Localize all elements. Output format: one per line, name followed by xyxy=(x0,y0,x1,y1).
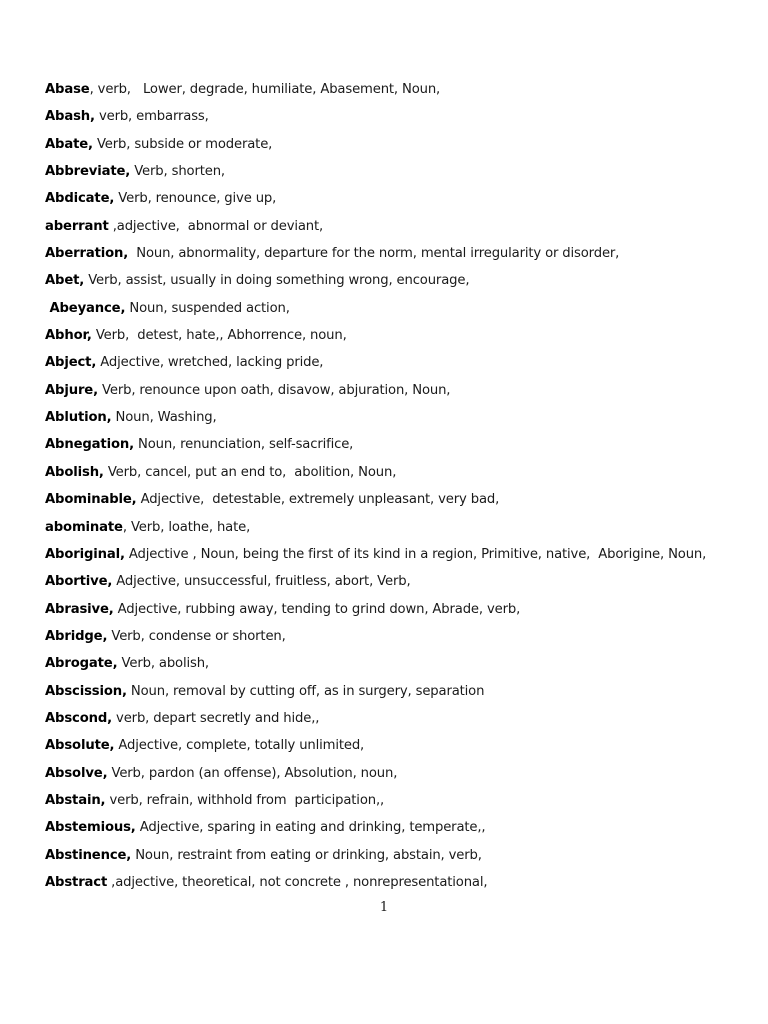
entry-term: Abscond, xyxy=(45,710,113,726)
vocabulary-entry xyxy=(45,463,745,490)
entry-term: Abolish, xyxy=(45,464,104,480)
vocabulary-entry xyxy=(45,435,745,462)
entry-definition: Adjective, sparing in eating and drinking, temperate,, xyxy=(135,820,486,836)
entry-definition: verb, refrain, withhold from participation,, xyxy=(105,792,385,808)
entry-definition: Noun, abnormality, departure for the norm, mental irregularity or disorder, xyxy=(128,246,620,262)
vocabulary-entry xyxy=(45,518,745,545)
vocabulary-entry xyxy=(45,873,745,900)
entry-term: Abbreviate, xyxy=(45,164,131,180)
entry-definition: Verb, subside or moderate, xyxy=(92,136,273,152)
entry-definition: Noun, removal by cutting off, as in surgery, separation xyxy=(126,683,485,699)
entry-definition: Verb, renounce, give up, xyxy=(114,191,277,207)
vocabulary-entry xyxy=(45,682,745,709)
entry-term: Absolve, xyxy=(45,765,108,781)
entry-term: Abate, xyxy=(45,136,93,152)
vocabulary-entry xyxy=(45,381,745,408)
vocabulary-entry xyxy=(45,572,745,599)
vocabulary-entry xyxy=(45,736,745,763)
page-number: 1 xyxy=(379,900,389,915)
entry-definition: Verb, pardon (an offense), Absolution, noun, xyxy=(107,765,398,781)
entry-definition: ,adjective, abnormal or deviant, xyxy=(108,218,324,234)
vocabulary-entry xyxy=(45,80,745,107)
vocabulary-entry xyxy=(45,627,745,654)
vocabulary-entry xyxy=(45,326,745,353)
entry-term: Abstract xyxy=(45,874,108,890)
entry-definition: Verb, assist, usually in doing something wrong, encourage, xyxy=(84,273,470,289)
vocabulary-entry xyxy=(45,709,745,736)
entry-definition: Noun, Washing, xyxy=(111,410,217,426)
entry-term: Absolute, xyxy=(45,738,115,754)
vocabulary-entry xyxy=(45,353,745,380)
vocabulary-entry xyxy=(45,600,745,627)
entry-term: Abstemious, xyxy=(45,820,136,836)
vocabulary-entry xyxy=(45,217,745,244)
vocabulary-entry xyxy=(45,818,745,845)
entry-term: Abstain, xyxy=(45,792,106,808)
entry-term: Abjure, xyxy=(45,382,98,398)
entry-term: Abominable, xyxy=(45,492,137,508)
entry-term: Abdicate, xyxy=(45,191,115,207)
entry-definition: Verb, shorten, xyxy=(130,164,225,180)
entry-term: Aberration, xyxy=(45,246,129,262)
entry-term: Abash, xyxy=(45,109,95,125)
vocabulary-list xyxy=(45,80,745,900)
vocabulary-entry xyxy=(45,244,745,271)
entry-term: Abhor, xyxy=(45,328,92,344)
entry-definition: ,adjective, theoretical, not concrete , nonrepresentational, xyxy=(107,874,488,890)
vocabulary-entry xyxy=(45,162,745,189)
entry-term: Abrasive, xyxy=(45,601,114,617)
entry-definition: Adjective, detestable, extremely unpleasant, very bad, xyxy=(136,492,500,508)
entry-term: Abortive, xyxy=(45,574,113,590)
entry-definition: , Verb, loathe, hate, xyxy=(122,519,251,535)
entry-term: Abridge, xyxy=(45,628,108,644)
vocabulary-entry xyxy=(45,654,745,681)
vocabulary-entry xyxy=(45,408,745,435)
entry-definition: verb, embarrass, xyxy=(94,109,209,125)
entry-term: Abject, xyxy=(45,355,97,371)
entry-definition: Verb, cancel, put an end to, abolition, Noun, xyxy=(103,464,397,480)
entry-term: abominate xyxy=(45,519,123,535)
entry-term: Abscission, xyxy=(45,683,127,699)
entry-definition: Adjective , Noun, being the first of its kind in a region, Primitive, native, Aborigine, Noun, xyxy=(124,546,707,562)
entry-term: Abase xyxy=(45,82,90,97)
vocabulary-entry xyxy=(45,846,745,873)
entry-term: aberrant xyxy=(45,218,109,234)
entry-definition: Verb, abolish, xyxy=(117,656,209,672)
vocabulary-entry xyxy=(45,135,745,162)
entry-definition: verb, depart secretly and hide,, xyxy=(112,710,320,726)
vocabulary-entry xyxy=(45,107,745,134)
vocabulary-entry xyxy=(45,490,745,517)
vocabulary-entry xyxy=(45,545,745,572)
entry-term: Abet, xyxy=(45,273,85,289)
vocabulary-entry xyxy=(45,189,745,216)
vocabulary-entry xyxy=(45,791,745,818)
vocabulary-entry xyxy=(45,299,745,326)
entry-term: Abeyance, xyxy=(45,300,126,316)
entry-definition: Adjective, wretched, lacking pride, xyxy=(96,355,324,371)
entry-definition: Verb, condense or shorten, xyxy=(107,628,286,644)
vocabulary-entry xyxy=(45,271,745,298)
entry-definition: Verb, detest, hate,, Abhorrence, noun, xyxy=(91,328,347,344)
entry-definition: Noun, restraint from eating or drinking, abstain, verb, xyxy=(131,847,482,863)
vocabulary-entry xyxy=(45,764,745,791)
entry-term: Abstinence, xyxy=(45,847,132,863)
entry-definition: Noun, renunciation, self-sacrifice, xyxy=(133,437,354,453)
entry-definition: Adjective, rubbing away, tending to grind down, Abrade, verb, xyxy=(113,601,521,617)
entry-term: Ablution, xyxy=(45,410,112,426)
entry-term: Abrogate, xyxy=(45,656,118,672)
entry-term: Aboriginal, xyxy=(45,546,125,562)
entry-definition: Adjective, unsuccessful, fruitless, abort, Verb, xyxy=(112,574,411,590)
entry-definition: , verb, Lower, degrade, humiliate, Abasement, Noun, xyxy=(89,82,441,97)
entry-term: Abnegation, xyxy=(45,437,134,453)
entry-definition: Verb, renounce upon oath, disavow, abjuration, Noun, xyxy=(97,382,451,398)
entry-definition: Adjective, complete, totally unlimited, xyxy=(114,738,365,754)
entry-definition: Noun, suspended action, xyxy=(125,300,290,316)
